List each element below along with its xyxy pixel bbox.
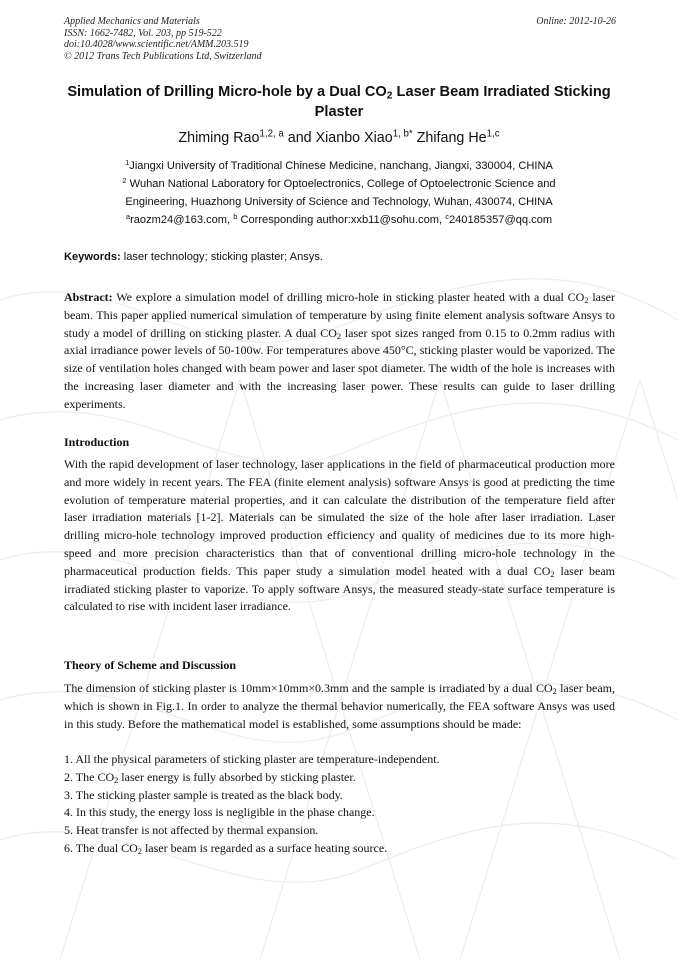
paper-title: Simulation of Drilling Micro-hole by a Dual $CO_2$ Laser Beam Irradiated Sticking Plaster bbox=[67, 84, 611, 120]
doi-line: doi:10.4028/www.scientific.net/AMM.203.519 bbox=[64, 39, 249, 50]
list-item: 4. In this study, the energy loss is negligible in the phase change. bbox=[64, 805, 375, 820]
introduction-body: With the rapid development of laser technology, laser applications in the field of pharmaceutical production more and more widely in recent years. The FEA (finite element analysis) software Ansys is good at predicting the time evolution of temperature material properties, and it can calculate the distribution of the temperature field after laser irradiation materials [1-2]. Materials can be simulated the size of the hole after laser irradiation. Laser drilling micro-hole technology improved production efficiency and quality of medicines due to its more high-speed and more precision characteristics than that of conventional drilling micro-hole technology in the pharmaceutical production fields. This paper study a simulation model heated with a dual $CO_2$ laser beam irradiated sticking plaster to vaporize. To apply software Ansys, the measured steady-state surface temperature is calculated to rise with incident laser irradiance. bbox=[64, 457, 616, 614]
copyright-line: © 2012 Trans Tech Publications Ltd, Switzerland bbox=[64, 50, 262, 62]
author-name: and Xianbo Xiao bbox=[283, 130, 393, 146]
assumption-list bbox=[64, 751, 624, 858]
affiliation-1: $^1$Jiangxi University of Traditional Chinese Medicine, nanchang, Jiangxi, 330004, CHINA bbox=[125, 157, 553, 172]
affiliation-2-cont: Engineering, Huazhong University of Science and Technology, Wuhan, 430074, CHINA bbox=[125, 196, 553, 208]
email-line: $^a$raozm24@163.com, $^b$ Corresponding author:xxb11@sohu.com, $^c$240185357@qq.com bbox=[125, 211, 553, 226]
author-list: Zhiming Rao$^{1,2, a}$ and Xianbo Xiao$^{1, b*}$ Zhifang He$^{1,c}$ bbox=[178, 128, 500, 146]
online-date: Online: 2012-10-26 bbox=[536, 16, 616, 27]
keywords-label: Keywords: bbox=[64, 251, 121, 263]
journal-name: Applied Mechanics and Materials bbox=[64, 16, 200, 27]
abstract-label: Abstract: bbox=[64, 290, 113, 304]
introduction-heading: Introduction bbox=[64, 435, 130, 449]
list-item: 5. Heat transfer is not affected by thermal expansion. bbox=[64, 823, 319, 838]
list-item: 1. All the physical parameters of sticking plaster are temperature-independent. bbox=[64, 752, 440, 766]
journal-header bbox=[64, 16, 262, 62]
theory-body: The dimension of sticking plaster is 10mm×10mm×0.3mm and the sample is irradiated by a dual $CO_2$ laser beam, which is shown in Fig.1. In order to analyze the thermal behavior numerically, the FEA software Ansys was used in this study. Before the mathematical model is established, some assumptions should be made: bbox=[64, 681, 615, 731]
author-name: Zhifang He bbox=[412, 130, 487, 146]
list-item: 2. The $CO_2$ laser energy is fully absorbed by sticking plaster. bbox=[64, 769, 356, 785]
keywords bbox=[64, 250, 624, 264]
list-item: 3. The sticking plaster sample is treated as the black body. bbox=[64, 787, 343, 802]
affiliation-2: $^2$ Wuhan National Laboratory for Optoelectronics, College of Optoelectronic Science and bbox=[122, 175, 556, 190]
list-item: 6. The dual $CO_2$ laser beam is regarded as a surface heating source. bbox=[64, 840, 388, 857]
keywords-text: laser technology; sticking plaster; Ansys. bbox=[120, 251, 323, 263]
abstract: Abstract: We explore a simulation model of drilling micro-hole in sticking plaster heated with a dual $CO_2$ laser beam. This paper applied numerical simulation of temperature by using finite element analysis software Ansys to study a model of drilling on sticking plaster. A dual $CO_2$ laser spot sizes ranged from 0.15 to 0.2mm radius with axial irradiance power levels of 50-100w. For temperatures above 450°C, sticking plaster would be vaporized. The size of ventilation holes changed with beam power and laser spot diameter. The width of the hole is increases with the increasing laser diameter and with the increasing laser power. These results can guide to laser drilling experiments. bbox=[64, 290, 616, 411]
theory-heading: Theory of Scheme and Discussion bbox=[64, 658, 237, 672]
affiliations bbox=[64, 157, 614, 229]
issn-line: ISSN: 1662-7482, Vol. 203, pp 519-522 bbox=[64, 27, 222, 39]
author-name: Zhiming Rao bbox=[178, 130, 260, 146]
